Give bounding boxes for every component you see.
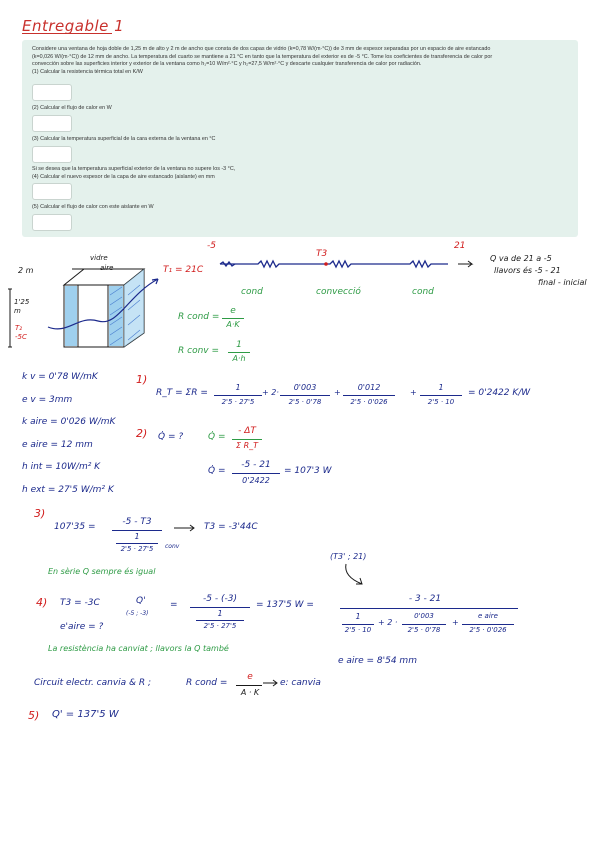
s4-den-den: 2'5 · 27'5: [203, 622, 237, 630]
eaire-result: e aire = 8'54 mm: [338, 656, 417, 666]
s4-t3: T3 = -3C: [60, 598, 100, 608]
rconv-fraction-line: [228, 352, 250, 353]
circuit-tail: e: canvia: [280, 678, 321, 688]
rt-plus2: + 2·: [262, 388, 279, 397]
circuit-line: [236, 685, 262, 686]
step-2-number: 2): [136, 427, 148, 440]
q-calc-den: 0'2422: [242, 476, 270, 485]
rt-term3-den: 2'5 · 0'026: [350, 398, 388, 406]
q-note-line: final - inicial: [538, 278, 587, 287]
rt-term4-den: 2'5 · 10: [427, 398, 455, 406]
q-calc-line: [232, 473, 280, 474]
note-series: En sèrie Q sempre és igual: [48, 567, 156, 576]
s4-b1-line: [342, 624, 374, 625]
s4-b2-den: 2'5 · 0'78: [407, 626, 441, 634]
q-calc-num: -5 - 21: [241, 460, 271, 470]
rconv-lhs: R conv =: [178, 346, 220, 356]
t2-label: T₂ -5C: [15, 324, 27, 341]
circuit-num: e: [247, 672, 253, 682]
q-def-den: Σ R_T: [235, 441, 259, 450]
temp-left: -5: [207, 241, 216, 251]
step-1-number: 1): [136, 373, 148, 386]
q-note-line: Q va de 21 a -5: [490, 254, 552, 263]
rt-term2-num: 0'003: [293, 383, 317, 392]
s4-num: -5 - (-3): [203, 594, 237, 604]
rt-term3-num: 0'012: [357, 383, 381, 392]
curved-arrow-icon: [340, 562, 370, 588]
dim-125: 1'25 m: [14, 298, 30, 315]
given-item: h int = 10W/m² K: [22, 462, 101, 472]
intro-line: Considere una ventana de hoja doble de 1,25 m de alto y 2 m de ancho que consta de dos capas de vidrio (k=0,78 W/(m·°C)) de 3 mm de espesor separadas por un espacio de aire estancado: [32, 46, 491, 52]
q-def-line: [232, 439, 262, 440]
s4-b1-den: 2'5 · 10: [344, 626, 372, 634]
rcond-num: e: [230, 306, 236, 316]
rt-term4-num: 1: [438, 383, 444, 392]
arrow-icon: [172, 523, 198, 533]
s4-big-num: - 3 - 21: [408, 594, 442, 604]
note-resistance: La resistència ha canviat ; llavors la Q també: [48, 644, 229, 653]
rt-term3-line: [343, 395, 395, 396]
s3-lhs: 107'35 =: [54, 522, 96, 532]
s3-den-num: 1: [134, 532, 140, 541]
answer-input-3[interactable]: [32, 146, 72, 163]
s3-num: -5 - T3: [122, 517, 152, 527]
q-result: = 107'3 W: [284, 466, 332, 476]
page-title: Entregable 1: [22, 17, 125, 35]
resistance-circuit: [210, 254, 480, 274]
s4-den-line: [196, 620, 244, 621]
s3-result: T3 = -3'44C: [204, 522, 258, 532]
given-item: k aire = 0'026 W/mK: [22, 417, 116, 427]
s4-plus: +: [452, 618, 459, 627]
s4-line: [190, 607, 250, 608]
window-sketch: [8, 255, 168, 365]
s3-den-line: [116, 543, 158, 544]
q-direction-note: [490, 253, 587, 289]
rcond-fraction-line: [222, 318, 244, 319]
rt-plus-b: +: [410, 388, 417, 397]
s4-b3-line: [462, 624, 514, 625]
question-1: (1) Calcular la resistencia térmica total en K/W: [32, 68, 143, 75]
s4-b3-num: e aire: [478, 612, 498, 620]
rt-term4-line: [420, 395, 462, 396]
q-calc-lhs: Q̇ =: [208, 466, 226, 476]
given-item: k v = 0'78 W/mK: [22, 372, 98, 382]
t3-label: T3: [316, 249, 328, 259]
s4-qprime: Q': [136, 596, 146, 606]
given-item: e aire = 12 mm: [22, 439, 93, 450]
s5-result: Q' = 137'5 W: [52, 709, 119, 720]
condition-text: Si se desea que la temperatura superficial exterior de la ventana no supere los -3 °C,: [32, 166, 236, 172]
aire-label: aire: [100, 264, 114, 272]
given-item: h ext = 27'5 W/m² K: [22, 484, 114, 495]
s3-conv: conv: [165, 543, 180, 550]
q-def-lhs: Q̇ =: [208, 432, 226, 442]
answer-input-5[interactable]: [32, 214, 72, 231]
intro-line: (k=0,026 W/(m·°C)) de 12 mm de ancho. La temperatura del cuarto se mantiene a 21 °C en tanto que la temperatura del exterior es de -5 °C. Tome los coeficientes de transferencia de calor por: [32, 53, 493, 60]
rconv-den: A·h: [232, 354, 246, 363]
t3-prime-note: (T3' ; 21): [330, 552, 367, 561]
intro-line: convección sobre las superficies interior y exterior de la ventana como h₁=10 W/m²·°C y h₂=27,5 W/m²·°C y descarte cualquier transferencia de calor por radiación.: [32, 61, 422, 68]
rt-lhs: R_T = ΣR =: [156, 388, 208, 398]
rt-term2-den: 2'5 · 0'78: [288, 398, 322, 406]
question-5: (5) Calcular el flujo de calor con este aislante en W: [32, 204, 154, 210]
s4-eaire-unknown: e'aire = ?: [60, 622, 104, 632]
vidre-label: vidre: [90, 254, 108, 262]
rt-result: = 0'2422 K/W: [468, 388, 531, 398]
rt-term1-line: [214, 395, 262, 396]
label-conveccio: convecció: [316, 287, 361, 297]
circuit-note: Circuit electr. canvia & R ;: [34, 678, 152, 688]
temp-right: 21: [454, 241, 466, 251]
step-3-number: 3): [34, 507, 46, 520]
given-item: e v = 3mm: [22, 394, 73, 405]
label-cond-1: cond: [241, 287, 263, 297]
title-underline: [22, 33, 112, 34]
s4-b2-num: 0'003: [414, 612, 434, 620]
s3-den-den: 2'5 · 27'5: [120, 545, 154, 553]
rcond-den: A·K: [226, 320, 240, 329]
question-3: (3) Calcular la temperatura superficial de la cara externa de la ventana en °C: [32, 136, 216, 142]
t1-label: T₁ = 21C: [163, 265, 204, 275]
s4-equals: =: [170, 600, 178, 610]
answer-input-1[interactable]: [32, 84, 72, 101]
rt-term1-num: 1: [235, 383, 241, 392]
circuit-rcond: R cond =: [186, 678, 228, 688]
problem-intro: [32, 46, 572, 76]
circuit-den: A · K: [240, 688, 260, 697]
rconv-num: 1: [236, 340, 242, 350]
step-4-number: 4): [36, 596, 48, 609]
q-ask: Q̇ = ?: [158, 432, 184, 442]
q-note-line: llavors és -5 - 21: [494, 266, 561, 275]
arrow-icon: [262, 678, 280, 688]
s4-b2-line: [402, 624, 446, 625]
s4-b1-num: 1: [355, 612, 361, 621]
answer-input-4[interactable]: [32, 183, 72, 200]
s4-den-num: 1: [217, 609, 223, 618]
question-2: (2) Calcular el flujo de calor en W: [32, 105, 112, 111]
rt-term2-line: [280, 395, 330, 396]
s4-qprime-sub: (-5 ; -3): [126, 610, 149, 617]
s4-result: = 137'5 W =: [256, 600, 314, 610]
givens-list: [22, 366, 115, 501]
q-def-num: - ΔT: [238, 426, 256, 436]
s4-b2-pre: + 2 ·: [378, 618, 398, 627]
rt-plus: +: [334, 388, 341, 397]
s4-b3-den: 2'5 · 0'026: [469, 626, 507, 634]
dim-2m: 2 m: [18, 266, 34, 275]
answer-input-2[interactable]: [32, 115, 72, 132]
rt-term1-den: 2'5 · 27'5: [221, 398, 255, 406]
label-cond-2: cond: [412, 287, 434, 297]
rcond-lhs: R cond =: [178, 312, 220, 322]
s3-line: [112, 530, 162, 531]
step-5-number: 5): [28, 709, 40, 722]
s4-big-line: [340, 608, 518, 609]
question-4: (4) Calcular el nuevo espesor de la capa de aire estancado (aislante) en mm: [32, 174, 215, 180]
